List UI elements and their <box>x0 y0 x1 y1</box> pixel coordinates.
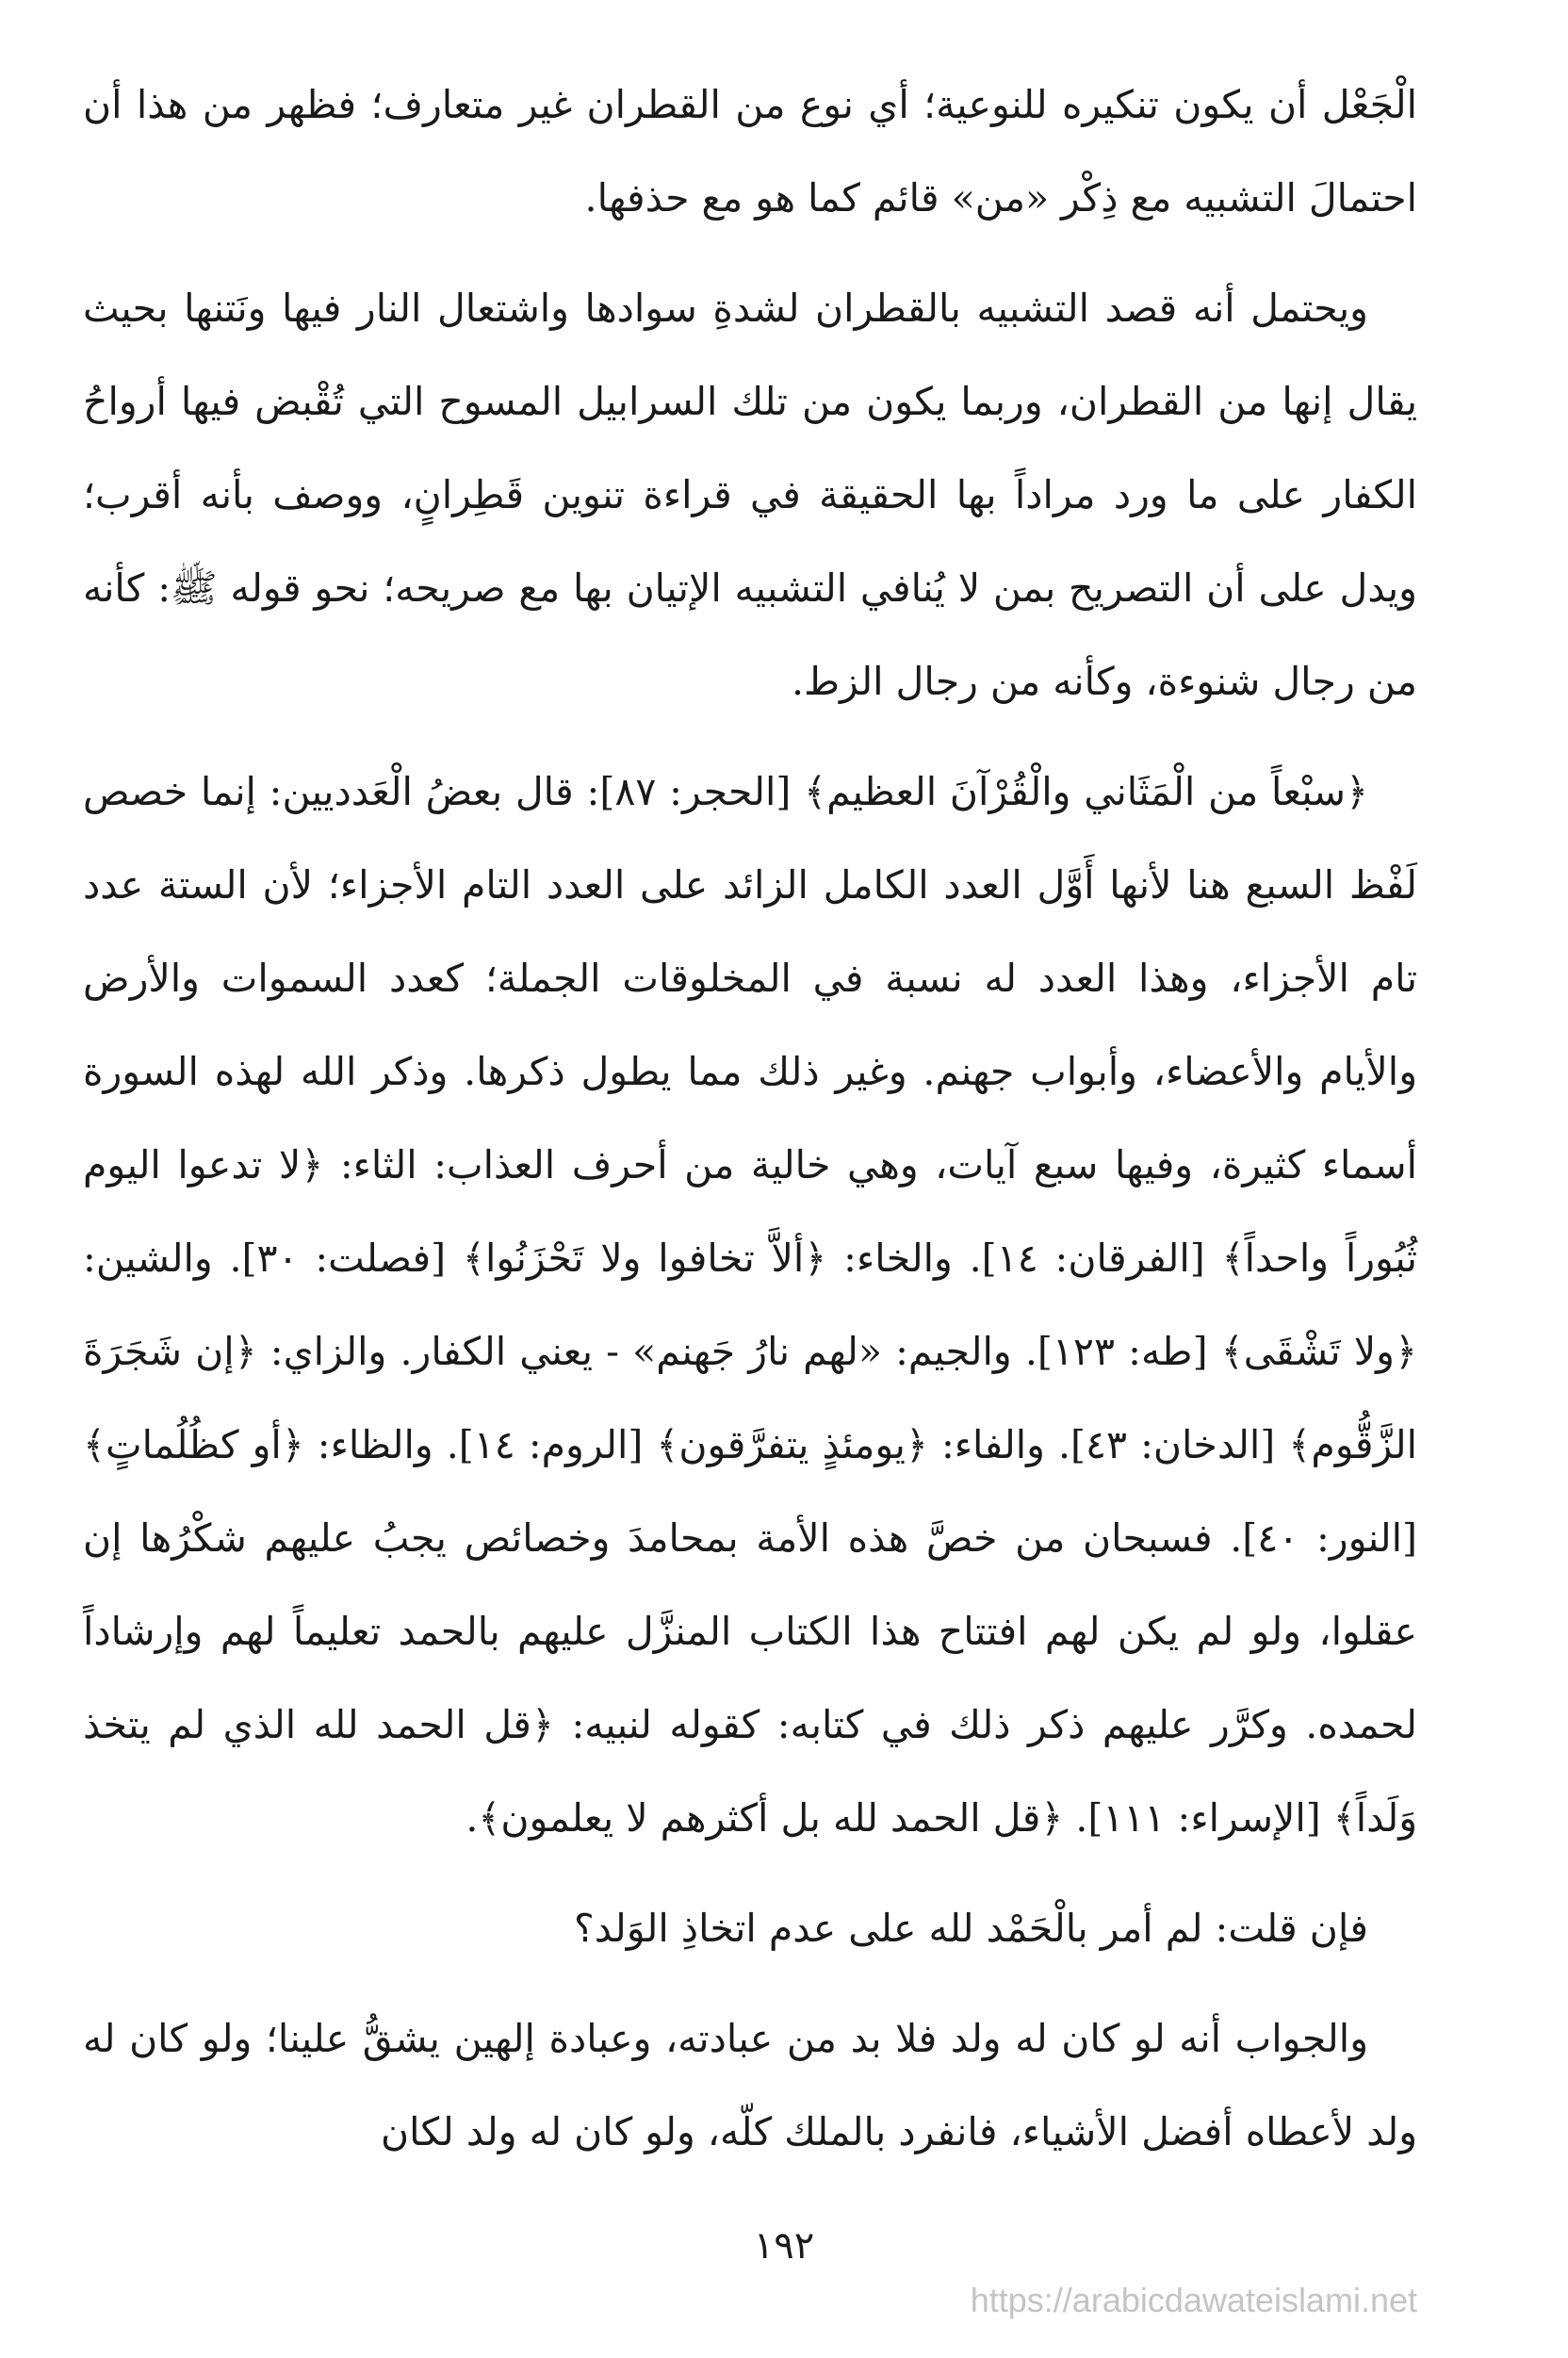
paragraph-1: الْجَعْل أن يكون تنكيره للنوعية؛ أي نوع من القطران غير متعارف؛ فظهر من هذا أن احتمالَ التشبيه مع ذِكْر «من» قائم كما هو مع حذفها. <box>83 82 1417 221</box>
paragraph-2: ويحتمل أنه قصد التشبيه بالقطران لشدةِ سوادها واشتعال النار فيها ونَتنها بحيث يقال إنها من القطران، وربما يكون من تلك السرابيل المسوح التي تُقْبض فيها أرواحُ الكفار على ما ورد مراداً بها الحقيقة في قراءة تنوين قَطِرانٍ، ووصف بأنه أقرب؛ ويدل على أن التصريح بمن لا يُنافي التشبيه الإتيان بها مع صريحه؛ نحو قوله ﷺ: كأنه من رجال شنوءة، وكأنه من رجال الزط. <box>83 286 1417 704</box>
watermark-url: https://arabicdawateislami.net <box>970 2281 1417 2319</box>
paragraph-3: ﴿سبْعاً من الْمَثَاني والْقُرْآنَ العظيم﴾ [الحجر: ٨٧]: قال بعضُ الْعَدديين: إنما خصص لَفْظ السبع هنا لأنها أَوَّل العدد الكامل الزائد على العدد التام الأجزاء؛ لأن الستة عدد تام الأجزاء، وهذا العدد له نسبة في المخلوقات الجملة؛ كعدد السموات والأرض والأيام والأعضاء، وأبواب جهنم. وغير ذلك مما يطول ذكرها. وذكر الله لهذه السورة أسماء كثيرة، وفيها سبع آيات، وهي خالية من أحرف العذاب: الثاء: ﴿لا تدعوا اليوم ثُبُوراً واحداً﴾ [الفرقان: ١٤]. والخاء: ﴿ألاَّ تخافوا ولا تَحْزَنُوا﴾ [فصلت: ٣٠]. والشين: ﴿ولا تَشْقَى﴾ [طه: ١٢٣]. والجيم: «لهم نارُ جَهنم» - يعني الكفار. والزاي: ﴿إن شَجَرَةَ الزَّقُّوم﴾ [الدخان: ٤٣]. والفاء: ﴿يومئذٍ يتفرَّقون﴾ [الروم: ١٤]. والظاء: ﴿أو كظُلُماتٍ﴾ [النور: ٤٠]. فسبحان من خصَّ هذه الأمة بمحامدَ وخصائص يجبُ عليهم شكْرُها إن عقلوا، ولو لم يكن لهم افتتاح هذا الكتاب المنزَّل عليهم بالحمد تعليماً لهم وإرشاداً لحمده. وكرَّر عليهم ذكر ذلك في كتابه: كقوله لنبيه: ﴿قل الحمد لله الذي لم يتخذ وَلَداً﴾ [الإسراء: ١١١]. ﴿قل الحمد لله بل أكثرهم لا يعلمون﴾. <box>83 769 1418 1841</box>
body-text <box>83 58 1417 2179</box>
page-number: ١٩٢ <box>753 2224 815 2268</box>
paragraph-4: فإن قلت: لم أمر بالْحَمْد لله على عدم اتخاذِ الوَلد؟ <box>573 1906 1368 1951</box>
paragraph-5: والجواب أنه لو كان له ولد فلا بد من عبادته، وعبادة إلهين يشقُّ علينا؛ ولو كان له ولد لأعطاه أفضل الأشياء، فانفرد بالملك كلّه، ولو كان له ولد لكان <box>83 2016 1417 2154</box>
